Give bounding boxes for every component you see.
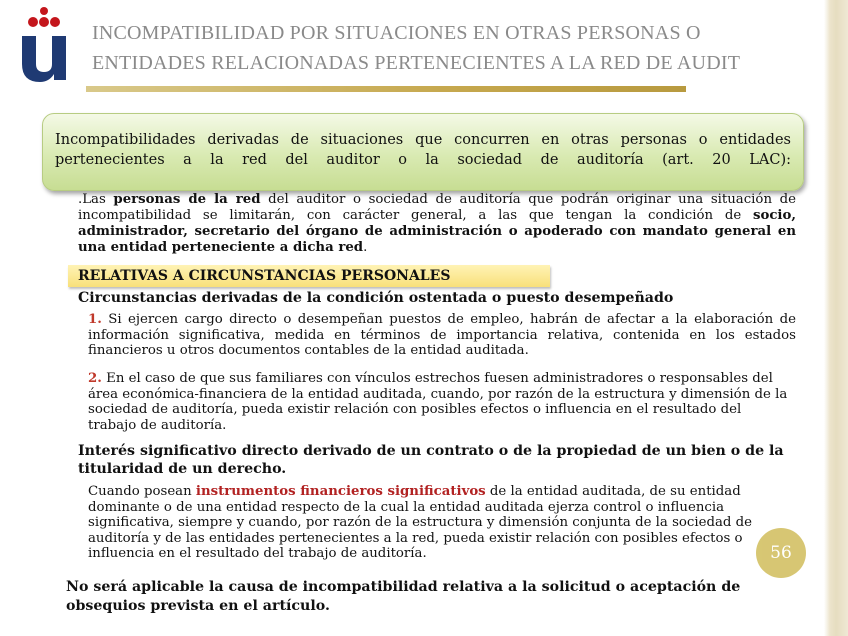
instruments-paragraph [88, 484, 788, 562]
slide-title: INCOMPATIBILIDAD POR SITUACIONES EN OTRAS PERSONAS O ENTIDADES RELACIONADAS PERTENECIENTES A LA RED DE AUDIT [92, 22, 741, 74]
intro-text-3: . [363, 240, 368, 255]
heading-interest: Interés significativo directo derivado de un contrato o de la propiedad de un bien o de la titularidad de un derecho. [78, 443, 784, 477]
instruments-text-2: de la entidad auditada, de su entidad dominante o de una entidad respecto de la cual la entidad auditada ejerza control o influencia significativa, siempre y cuando, por razón de la estructura y dimensión conjunta de la sociedad de auditoría y de las entidades pertenecientes a la red, pueda existir relación con posibles efectos o influencia en el resultado del trabajo de auditoría. [88, 484, 753, 561]
item-text: Si ejercen cargo directo o desempeñan puestos de empleo, habrán de afectar a la elaboración de información significativa, medida en términos de importancia relativa, contenida en los estados financieros u otros documentos contables de la entidad auditada. [88, 312, 796, 358]
intro-bold-2: socio, administrador, secretario del órgano de administración o apoderado con mandato general en una entidad perteneciente a dicha red [78, 208, 796, 255]
item-text: En el caso de que sus familiares con vínculos estrechos fuesen administradores o responsables del área económica-financiera de la entidad auditada, cuando, por razón de la estructura y dimensión de la sociedad de auditoría, pueda existir relación con posibles efectos o influencia en el resultado del trabajo de auditoría. [88, 371, 788, 433]
intro-paragraph [78, 192, 796, 256]
section-band [68, 265, 550, 287]
page-number-badge: 56 [756, 528, 806, 578]
intro-text-1: .Las [78, 192, 114, 207]
heading-circumstances: Circunstancias derivadas de la condición ostentada o puesto desempeñado [78, 290, 674, 306]
university-logo [18, 6, 70, 86]
instruments-text-1: Cuando posean [88, 484, 196, 499]
callout-text: Incompatibilidades derivadas de situaciones que concurren en otras personas o entidades pertenecientes a la red del auditor o la sociedad de auditoría (art. 20 LAC): [55, 132, 791, 168]
list-item [88, 371, 788, 433]
side-decoration-stripe [824, 0, 848, 636]
list-item [88, 312, 796, 359]
instruments-highlight: instrumentos financieros significativos [195, 484, 486, 499]
intro-text-2: del auditor o sociedad de auditoría que podrán originar una situación de incompatibilidad se limitarán, con carácter general, a las que tengan la condición de [78, 192, 796, 223]
item-number: 1. [88, 312, 102, 327]
title-underline [86, 86, 686, 92]
callout-box [42, 113, 804, 191]
item-number: 2. [88, 371, 102, 386]
intro-bold-1: personas de la red [113, 192, 261, 207]
section-band-label: RELATIVAS A CIRCUNSTANCIAS PERSONALES [78, 268, 451, 284]
closing-statement: No será aplicable la causa de incompatibilidad relativa a la solicitud o aceptación de obsequios prevista en el artículo. [66, 579, 741, 614]
